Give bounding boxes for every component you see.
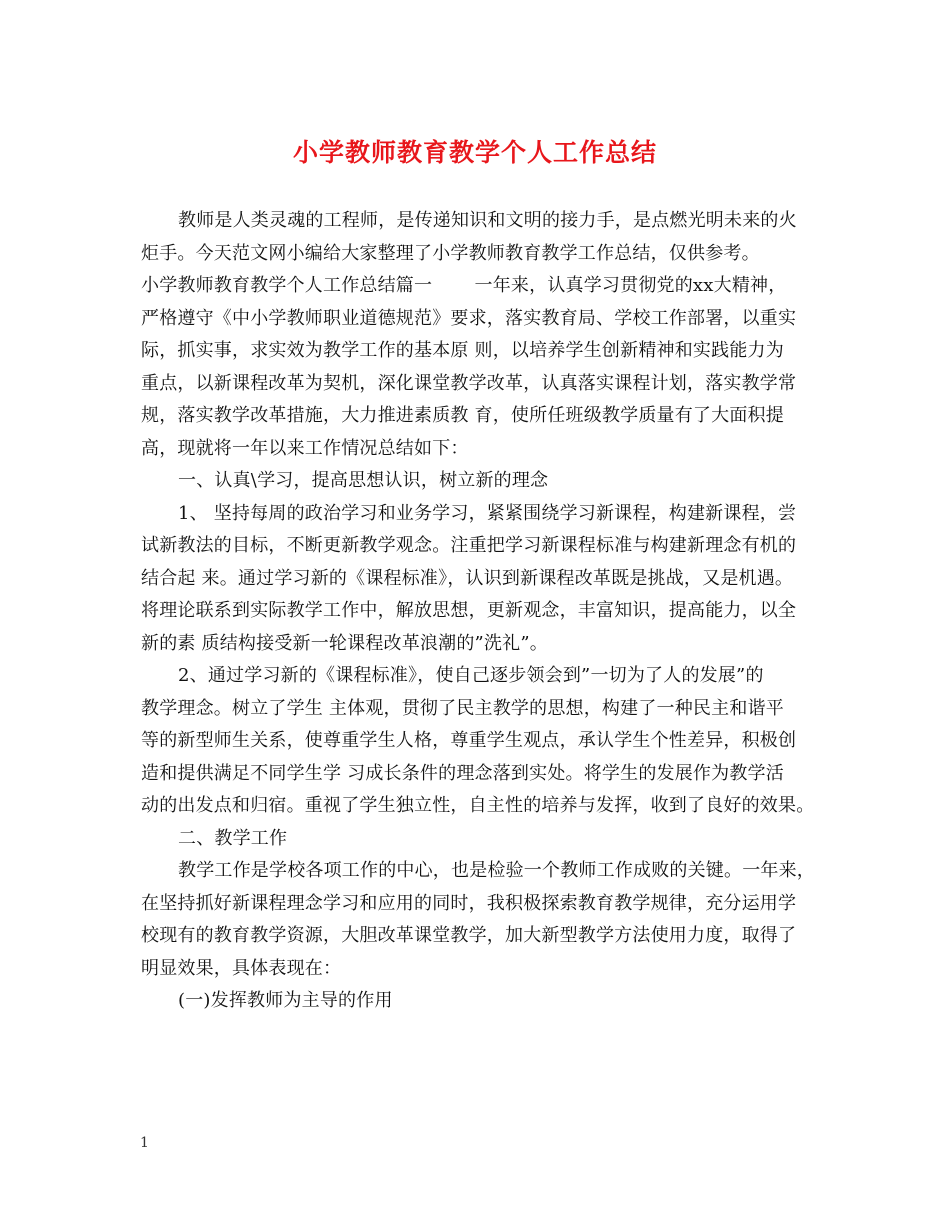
paragraph-line: 规，落实教学改革措施，大力推进素质教 育，使所任班级教学质量有了大面积提	[141, 405, 784, 426]
paragraph-line: 等的新型师生关系，使尊重学生人格，尊重学生观点，承认学生个性差异，积极创	[141, 730, 797, 751]
paragraph-line: 将理论联系到实际教学工作中，解放思想，更新观念，丰富知识，提高能力，以全	[141, 600, 797, 621]
paragraph-line: 际，抓实事，求实效为教学工作的基本原 则，以培养学生创新精神和实践能力为	[141, 340, 784, 361]
paragraph-line: 小学教师教育教学个人工作总结篇一 一年来，认真学习贯彻党的xx大精神，	[141, 275, 787, 296]
document-title: 小学教师教育教学个人工作总结	[292, 138, 657, 167]
paragraph-line: (一)发挥教师为主导的作用	[178, 990, 393, 1011]
paragraph-line: 新的素 质结构接受新一轮课程改革浪潮的”洗礼”。	[141, 632, 548, 654]
paragraph-line: 严格遵守《中小学教师职业道德规范》要求，落实教育局、学校工作部署，以重实	[141, 307, 797, 329]
paragraph-line: 校现有的教育教学资源，大胆改革课堂教学，加大新型教学方法使用力度，取得了	[141, 925, 797, 946]
paragraph-line: 教学工作是学校各项工作的中心，也是检验一个教师工作成败的关键。一年来，	[178, 860, 815, 881]
paragraph-line: 重点，以新课程改革为契机，深化课堂教学改革，认真落实课程计划，落实教学常	[141, 372, 797, 394]
paragraph-line: 教学理念。树立了学生 主体观，贯彻了民主教学的思想，构建了一种民主和谐平	[141, 697, 784, 719]
paragraph-line: 在坚持抓好新课程理念学习和应用的同时，我积极探索教育教学规律，充分运用学	[141, 892, 797, 914]
paragraph-line: 结合起 来。通过学习新的《课程标准》，认识到新课程改革既是挑战，又是机遇。	[141, 567, 794, 589]
paragraph-line: 动的出发点和归宿。重视了学生独立性，自主性的培养与发挥，收到了良好的效果。	[141, 795, 815, 816]
paragraph-line: 2、通过学习新的《课程标准》，使自己逐步领会到”一切为了人的发展”的	[178, 665, 764, 686]
paragraph-line: 教师是人类灵魂的工程师，是传递知识和文明的接力手，是点燃光明未来的火	[178, 210, 797, 231]
paragraph-line: 试新教法的目标，不断更新教学观念。注重把学习新课程标准与构建新理念有机的	[141, 535, 797, 556]
document-body	[141, 205, 831, 1018]
paragraph-line: 造和提供满足不同学生学 习成长条件的理念落到实处。将学生的发展作为教学活	[141, 762, 784, 784]
paragraph-line: 一、认真\学习，提高思想认识，树立新的理念	[178, 470, 549, 491]
paragraph-line: 高，现就将一年以来工作情况总结如下：	[141, 437, 469, 459]
paragraph-line: 明显效果，具体表现在：	[141, 957, 342, 979]
paragraph-line: 二、教学工作	[178, 827, 288, 849]
paragraph-line: 1、 坚持每周的政治学习和业务学习，紧紧围绕学习新课程，构建新课程，尝	[178, 502, 797, 524]
paragraph-line: 炬手。今天范文网小编给大家整理了小学教师教育教学工作总结，仅供参考。	[141, 242, 760, 264]
page-number: 1	[140, 1135, 149, 1151]
